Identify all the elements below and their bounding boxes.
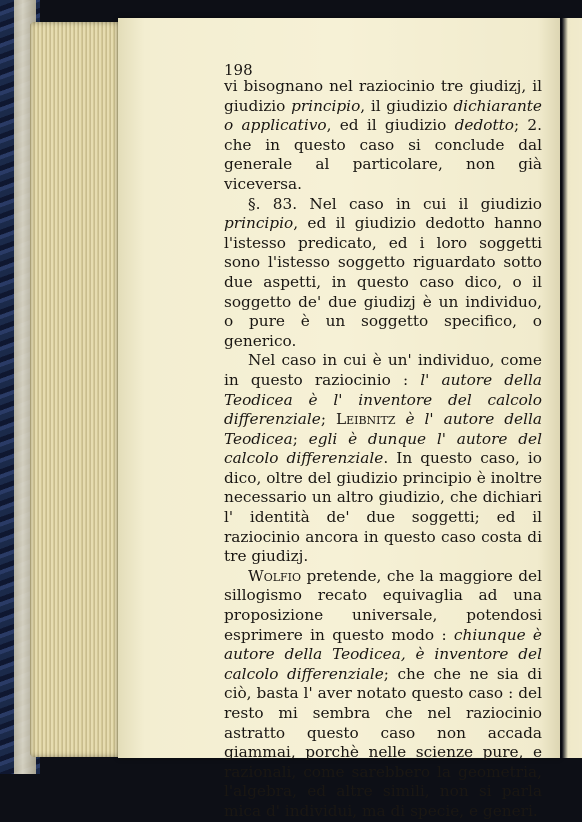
italic-run: principio <box>224 214 294 233</box>
small-caps-run: Wolfio <box>248 566 302 585</box>
text-run: §. 83. Nel caso in cui il giudizio <box>248 194 542 213</box>
small-caps-run: Leibnitz <box>335 410 396 429</box>
text-run: Nel caso in cui è un' individuo, come in questo raziocinio : <box>224 351 542 389</box>
text-run: . In questo caso, io dico, oltre del giudizio principio è inoltre necessario un altro giudizio, che dichiari l' identità de' due soggetti; ed il raziocinio ancora in questo caso costa di tre giudizj. <box>224 449 542 566</box>
text-run: ; che che ne sia di ciò, basta l' aver notato questo caso : del resto mi sembra che nel raziocinio astratto questo caso non accada giammai, porchè nelle scienze pure, e razionali, come sarebbero la geometria, l'algebra, ed altre simili, non si parla mica d' individui, ma di specie, e generi. <box>224 664 542 820</box>
text-run: , ed il giudizio dedotto hanno l'istesso predicato, ed i loro soggetti sono l'istesso soggetto riguardato sotto due aspetti, in questo caso dico, o il soggetto de' due giudizj è un individuo, o pure è un soggetto specifico, o generico. <box>224 214 542 350</box>
paragraph-3 <box>224 351 542 567</box>
italic-run: dedotto <box>454 116 514 135</box>
page-text <box>224 62 542 822</box>
text-run: , ed il giudizio <box>326 116 455 135</box>
italic-run: è l' autore della Teodicea <box>224 410 542 448</box>
text-run: , il giudizio <box>360 96 454 115</box>
italic-run: principio <box>291 96 361 115</box>
text-run: ; <box>320 410 336 429</box>
italic-run: chiunque è autore della Teodicea, è inventore del calcolo differenziale <box>224 625 542 683</box>
text-run: ; <box>292 429 309 448</box>
text-run: vi bisognano nel raziocinio tre giudizj, il giudizio <box>224 77 542 115</box>
italic-run: egli è dunque l' autore del calcolo differenziale <box>224 429 542 468</box>
page-number: 198 <box>224 61 253 79</box>
italic-run: dichiarante o applicativo <box>224 96 542 135</box>
paragraph-1 <box>224 77 542 195</box>
paragraph-4 <box>224 567 542 822</box>
paragraph-2 <box>224 195 542 352</box>
italic-run: l' autore della Teodicea è l' inventore del calcolo differenziale <box>224 370 543 429</box>
page-block-edge <box>30 22 128 757</box>
facing-page-edge <box>562 18 582 758</box>
text-run: ; 2. che in questo caso si conclude dal generale al particolare, non già viceversa. <box>224 116 543 193</box>
text-run: pretende, che la maggiore del sillogismo recato equivaglia ad una proposizione universale, potendosi esprimere in questo modo : <box>224 566 542 644</box>
